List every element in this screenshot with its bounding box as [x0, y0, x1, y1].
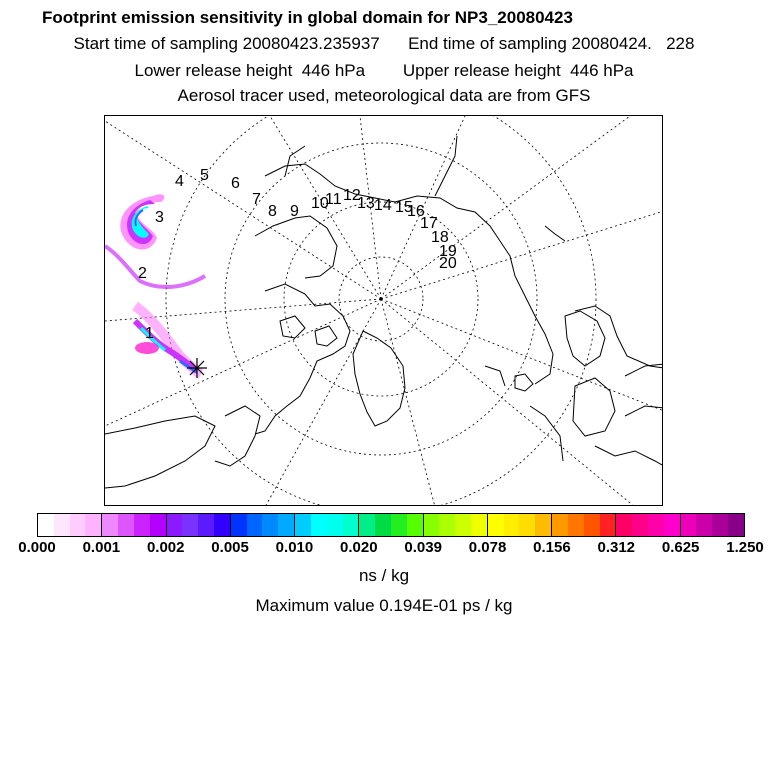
colorbar-swatch — [696, 514, 712, 536]
colorbar-swatch — [648, 514, 664, 536]
day-label: 9 — [290, 203, 299, 220]
day-label: 5 — [200, 167, 209, 184]
colorbar-swatch — [712, 514, 728, 536]
colorbar-swatch — [102, 514, 118, 536]
day-label: 15 — [395, 199, 413, 216]
colorbar-tick-label: 0.312 — [597, 539, 636, 556]
colorbar-swatch — [150, 514, 166, 536]
colorbar-swatch — [311, 514, 327, 536]
day-label: 6 — [231, 175, 240, 192]
iceland-coast — [515, 374, 533, 391]
kamchatka-coast — [285, 146, 305, 176]
plume-trail — [105, 246, 205, 287]
colorbar-swatch — [664, 514, 680, 536]
day-label: 7 — [252, 191, 261, 208]
colorbar-swatch — [519, 514, 535, 536]
day-label: 19 — [439, 243, 457, 260]
colorbar-swatch — [38, 514, 54, 536]
day-label: 8 — [268, 203, 277, 220]
colorbar-tick-label: 0.000 — [18, 539, 56, 556]
meridian-line — [381, 299, 435, 506]
map-title: Footprint emission sensitivity in global domain for NP3_20080423 — [42, 8, 573, 27]
colorbar-swatch — [584, 514, 600, 536]
colorbar-cell — [552, 514, 616, 536]
meridian-line — [381, 299, 635, 506]
colorbar-swatch — [535, 514, 551, 536]
uk-coast — [573, 378, 615, 436]
asia-coast — [545, 226, 565, 241]
colorbar-cell — [488, 514, 552, 536]
colorbar-swatch — [407, 514, 423, 536]
day-label: 18 — [431, 229, 449, 246]
colorbar-swatch — [616, 514, 632, 536]
north-america-coast — [255, 284, 350, 434]
day-label: 2 — [138, 265, 147, 282]
colorbar-swatch — [231, 514, 247, 536]
day-label: 3 — [155, 209, 164, 226]
colorbar-tick-label: 0.001 — [82, 539, 121, 556]
colorbar-swatch — [327, 514, 343, 536]
release-height-line: Lower release height 446 hPa Upper release height 446 hPa — [134, 61, 634, 80]
hudson-bay-coast — [215, 406, 260, 466]
colorbar-swatch — [359, 514, 375, 536]
colorbar-swatch — [134, 514, 150, 536]
colorbar-cell — [681, 514, 744, 536]
day-label: 4 — [175, 173, 184, 190]
day-label: 1 — [145, 325, 154, 342]
colorbar-cell — [167, 514, 231, 536]
day-label: 11 — [325, 191, 342, 208]
europe-coast — [625, 364, 663, 376]
colorbar-swatch — [247, 514, 263, 536]
colorbar-tick-label: 0.078 — [468, 539, 507, 556]
colorbar-cell — [102, 514, 166, 536]
colorbar-tick-label: 0.005 — [211, 539, 249, 556]
asterisk-marker-icon — [187, 358, 207, 378]
polar-map — [105, 116, 663, 506]
iceland-region-coast — [530, 406, 563, 461]
asia-coast — [435, 136, 457, 196]
colorbar-swatch — [278, 514, 294, 536]
colorbar-swatch — [471, 514, 487, 536]
day-label: 20 — [439, 255, 457, 272]
colorbar-cell — [38, 514, 102, 536]
colorbar-swatch — [214, 514, 230, 536]
colorbar-swatch — [681, 514, 697, 536]
colorbar-swatch — [439, 514, 455, 536]
colorbar-unit: ns / kg — [358, 566, 410, 585]
colorbar-swatch — [70, 514, 86, 536]
map-panel — [104, 115, 663, 506]
scandinavia-coast — [500, 241, 553, 384]
sampling-time-line: Start time of sampling 20080423.235937 End time of sampling 20080424. 228 — [73, 34, 695, 53]
colorbar-cell — [424, 514, 488, 536]
colorbar-tick-label: 0.039 — [404, 539, 442, 556]
canada-mainland-coast — [105, 416, 215, 488]
colorbar-swatch — [295, 514, 311, 536]
meridian-line — [381, 299, 663, 411]
colorbar-swatch — [85, 514, 101, 536]
scandinavia-peninsula — [565, 311, 605, 366]
colorbar-tick-label: 0.625 — [661, 539, 700, 556]
colorbar-swatch — [167, 514, 183, 536]
colorbar-swatch — [54, 514, 70, 536]
coastlines — [105, 136, 663, 488]
day-labels — [138, 167, 457, 342]
colorbar-swatch — [424, 514, 440, 536]
colorbar-swatch — [488, 514, 504, 536]
day-label: 17 — [420, 215, 438, 232]
island-coast — [280, 316, 305, 338]
colorbar-swatch — [552, 514, 568, 536]
colorbar-cell — [295, 514, 359, 536]
colorbar-tick-label: 1.250 — [726, 539, 764, 556]
plume-patch — [135, 342, 159, 354]
day-label: 13 — [357, 195, 375, 212]
tracer-info-line: Aerosol tracer used, meteorological data are from GFS — [177, 86, 591, 105]
colorbar-swatch — [198, 514, 214, 536]
colorbar-tick-label: 0.156 — [533, 539, 571, 556]
colorbar-tick-label: 0.020 — [340, 539, 378, 556]
colorbar-swatch — [504, 514, 520, 536]
colorbar-swatch — [568, 514, 584, 536]
colorbar-ticks — [0, 539, 768, 557]
island-coast — [315, 326, 337, 346]
colorbar-tick-label: 0.010 — [275, 539, 314, 556]
colorbar-swatch — [728, 514, 744, 536]
day-label: 14 — [374, 197, 392, 214]
colorbar-swatch — [182, 514, 198, 536]
day-label: 10 — [311, 195, 329, 212]
colorbar-swatch — [632, 514, 648, 536]
colorbar-swatch — [118, 514, 134, 536]
colorbar-cell — [616, 514, 680, 536]
colorbar-cell — [359, 514, 423, 536]
day-label: 12 — [343, 187, 361, 204]
day-label: 16 — [407, 203, 425, 220]
colorbar-tick-label: 0.002 — [146, 539, 185, 556]
colorbar-swatch — [391, 514, 407, 536]
colorbar-swatch — [375, 514, 391, 536]
colorbar-swatch — [600, 514, 616, 536]
colorbar — [37, 513, 745, 537]
colorbar-swatch — [455, 514, 471, 536]
colorbar-swatch — [262, 514, 278, 536]
greenland-coast — [353, 331, 405, 426]
colorbar-cell — [231, 514, 295, 536]
europe-south-coast — [595, 446, 663, 466]
max-value-text: Maximum value 0.194E-01 ps / kg — [255, 596, 513, 615]
svalbard-coast — [485, 366, 505, 386]
colorbar-swatch — [343, 514, 359, 536]
baltic-coast — [625, 406, 663, 416]
